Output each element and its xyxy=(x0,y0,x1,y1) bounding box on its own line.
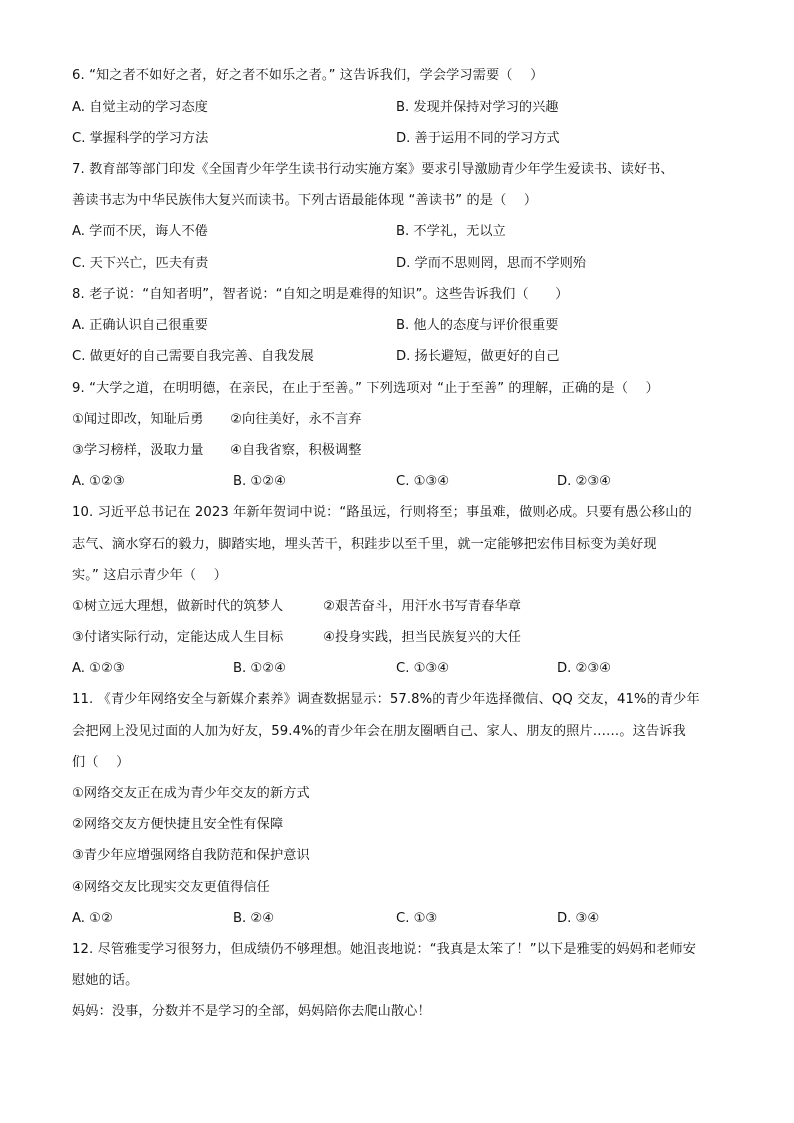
question-11-stem-line-3: 们（ ） xyxy=(72,755,130,770)
question-6-option-a: A. 自觉主动的学习态度 xyxy=(72,100,208,115)
question-7-option-d: D. 学而不思则罔，思而不学则殆 xyxy=(396,256,586,271)
question-8-option-a: A. 正确认识自己很重要 xyxy=(72,318,208,333)
question-8-option-c: C. 做更好的自己需要自我完善、自我发展 xyxy=(72,349,314,364)
question-11-item-1: ①网络交友正在成为青少年交友的新方式 xyxy=(72,786,310,801)
question-10-items-line-1: ①树立远大理想，做新时代的筑梦人 ②艰苦奋斗，用汗水书写青春华章 xyxy=(72,599,522,614)
question-11-option-b: B. ②④ xyxy=(233,911,275,926)
question-9-items-line-1: ①闻过即改，知耻后勇 ②向往美好，永不言弃 xyxy=(72,412,362,427)
question-12-stem-line-3: 妈妈：没事，分数并不是学习的全部，妈妈陪你去爬山散心！ xyxy=(72,1004,431,1019)
question-11-item-2: ②网络交友方便快捷且安全性有保障 xyxy=(72,817,284,832)
question-6-option-b: B. 发现并保持对学习的兴趣 xyxy=(396,100,559,115)
question-11-option-a: A. ①② xyxy=(72,911,113,926)
question-7-option-a: A. 学而不厌，诲人不倦 xyxy=(72,224,208,239)
question-9-option-d: D. ②③④ xyxy=(557,474,612,489)
question-10-stem-line-3: 实。” 这启示青少年（ ） xyxy=(72,568,228,583)
question-11-stem-line-1: 11. 《青少年网络安全与新媒介素养》调查数据显示：57.8%的青少年选择微信、QQ 交友，41%的青少年 xyxy=(72,692,700,707)
question-11-item-4: ④网络交友比现实交友更值得信任 xyxy=(72,880,270,895)
question-8-option-d: D. 扬长避短，做更好的自己 xyxy=(396,349,560,364)
question-11-item-3: ③青少年应增强网络自我防范和保护意识 xyxy=(72,848,310,863)
question-9-items-line-2: ③学习榜样，汲取力量 ④自我省察，积极调整 xyxy=(72,443,362,458)
question-10-option-c: C. ①③④ xyxy=(396,661,450,676)
question-7-stem-line-2: 善读书志为中华民族伟大复兴而读书。下列古语最能体现 “善读书” 的是（ ） xyxy=(72,193,538,208)
question-6-stem: 6. “知之者不如好之者，好之者不如乐之者。” 这告诉我们，学会学习需要（ ） xyxy=(72,68,544,83)
question-12-stem-line-2: 慰她的话。 xyxy=(72,973,139,988)
question-11-option-d: D. ③④ xyxy=(557,911,600,926)
question-8-option-b: B. 他人的态度与评价很重要 xyxy=(396,318,559,333)
question-9-option-c: C. ①③④ xyxy=(396,474,450,489)
question-10-items-line-2: ③付诸实际行动，定能达成人生目标 ④投身实践，担当民族复兴的大任 xyxy=(72,630,522,645)
question-10-option-d: D. ②③④ xyxy=(557,661,612,676)
question-6-option-c: C. 掌握科学的学习方法 xyxy=(72,131,209,146)
question-7-option-b: B. 不学礼，无以立 xyxy=(396,224,506,239)
question-8-stem: 8. 老子说：“自知者明”，智者说：“自知之明是难得的知识”。这些告诉我们（ ） xyxy=(72,287,569,302)
question-12-stem-line-1: 12. 尽管雅雯学习很努力，但成绩仍不够理想。她沮丧地说：“我真是太笨了！”以下是雅雯的妈妈和老师安 xyxy=(72,942,697,957)
question-10-option-a: A. ①②③ xyxy=(72,661,125,676)
question-6-option-d: D. 善于运用不同的学习方式 xyxy=(396,131,560,146)
question-9-option-b: B. ①②④ xyxy=(233,474,286,489)
question-7-option-c: C. 天下兴亡，匹夫有责 xyxy=(72,256,209,271)
question-10-option-b: B. ①②④ xyxy=(233,661,286,676)
question-7-stem-line-1: 7. 教育部等部门印发《全国青少年学生读书行动实施方案》要求引导激励青少年学生爱读书、读好书、 xyxy=(72,162,674,177)
question-9-stem: 9. “大学之道，在明明德，在亲民，在止于至善。” 下列选项对 “止于至善” 的理解，正确的是（ ） xyxy=(72,381,659,396)
question-10-stem-line-1: 10. 习近平总书记在 2023 年新年贺词中说：“路虽远，行则将至；事虽难，做则必成。只要有愚公移山的 xyxy=(72,505,692,520)
question-11-stem-line-2: 会把网上没见过面的人加为好友，59.4%的青少年会在朋友圈晒自己、家人、朋友的照片……。这告诉我 xyxy=(72,724,686,739)
question-11-option-c: C. ①③ xyxy=(396,911,438,926)
question-9-option-a: A. ①②③ xyxy=(72,474,125,489)
question-10-stem-line-2: 志气、滴水穿石的毅力，脚踏实地，埋头苦干，积跬步以至千里，就一定能够把宏伟目标变为美好现 xyxy=(72,537,657,552)
